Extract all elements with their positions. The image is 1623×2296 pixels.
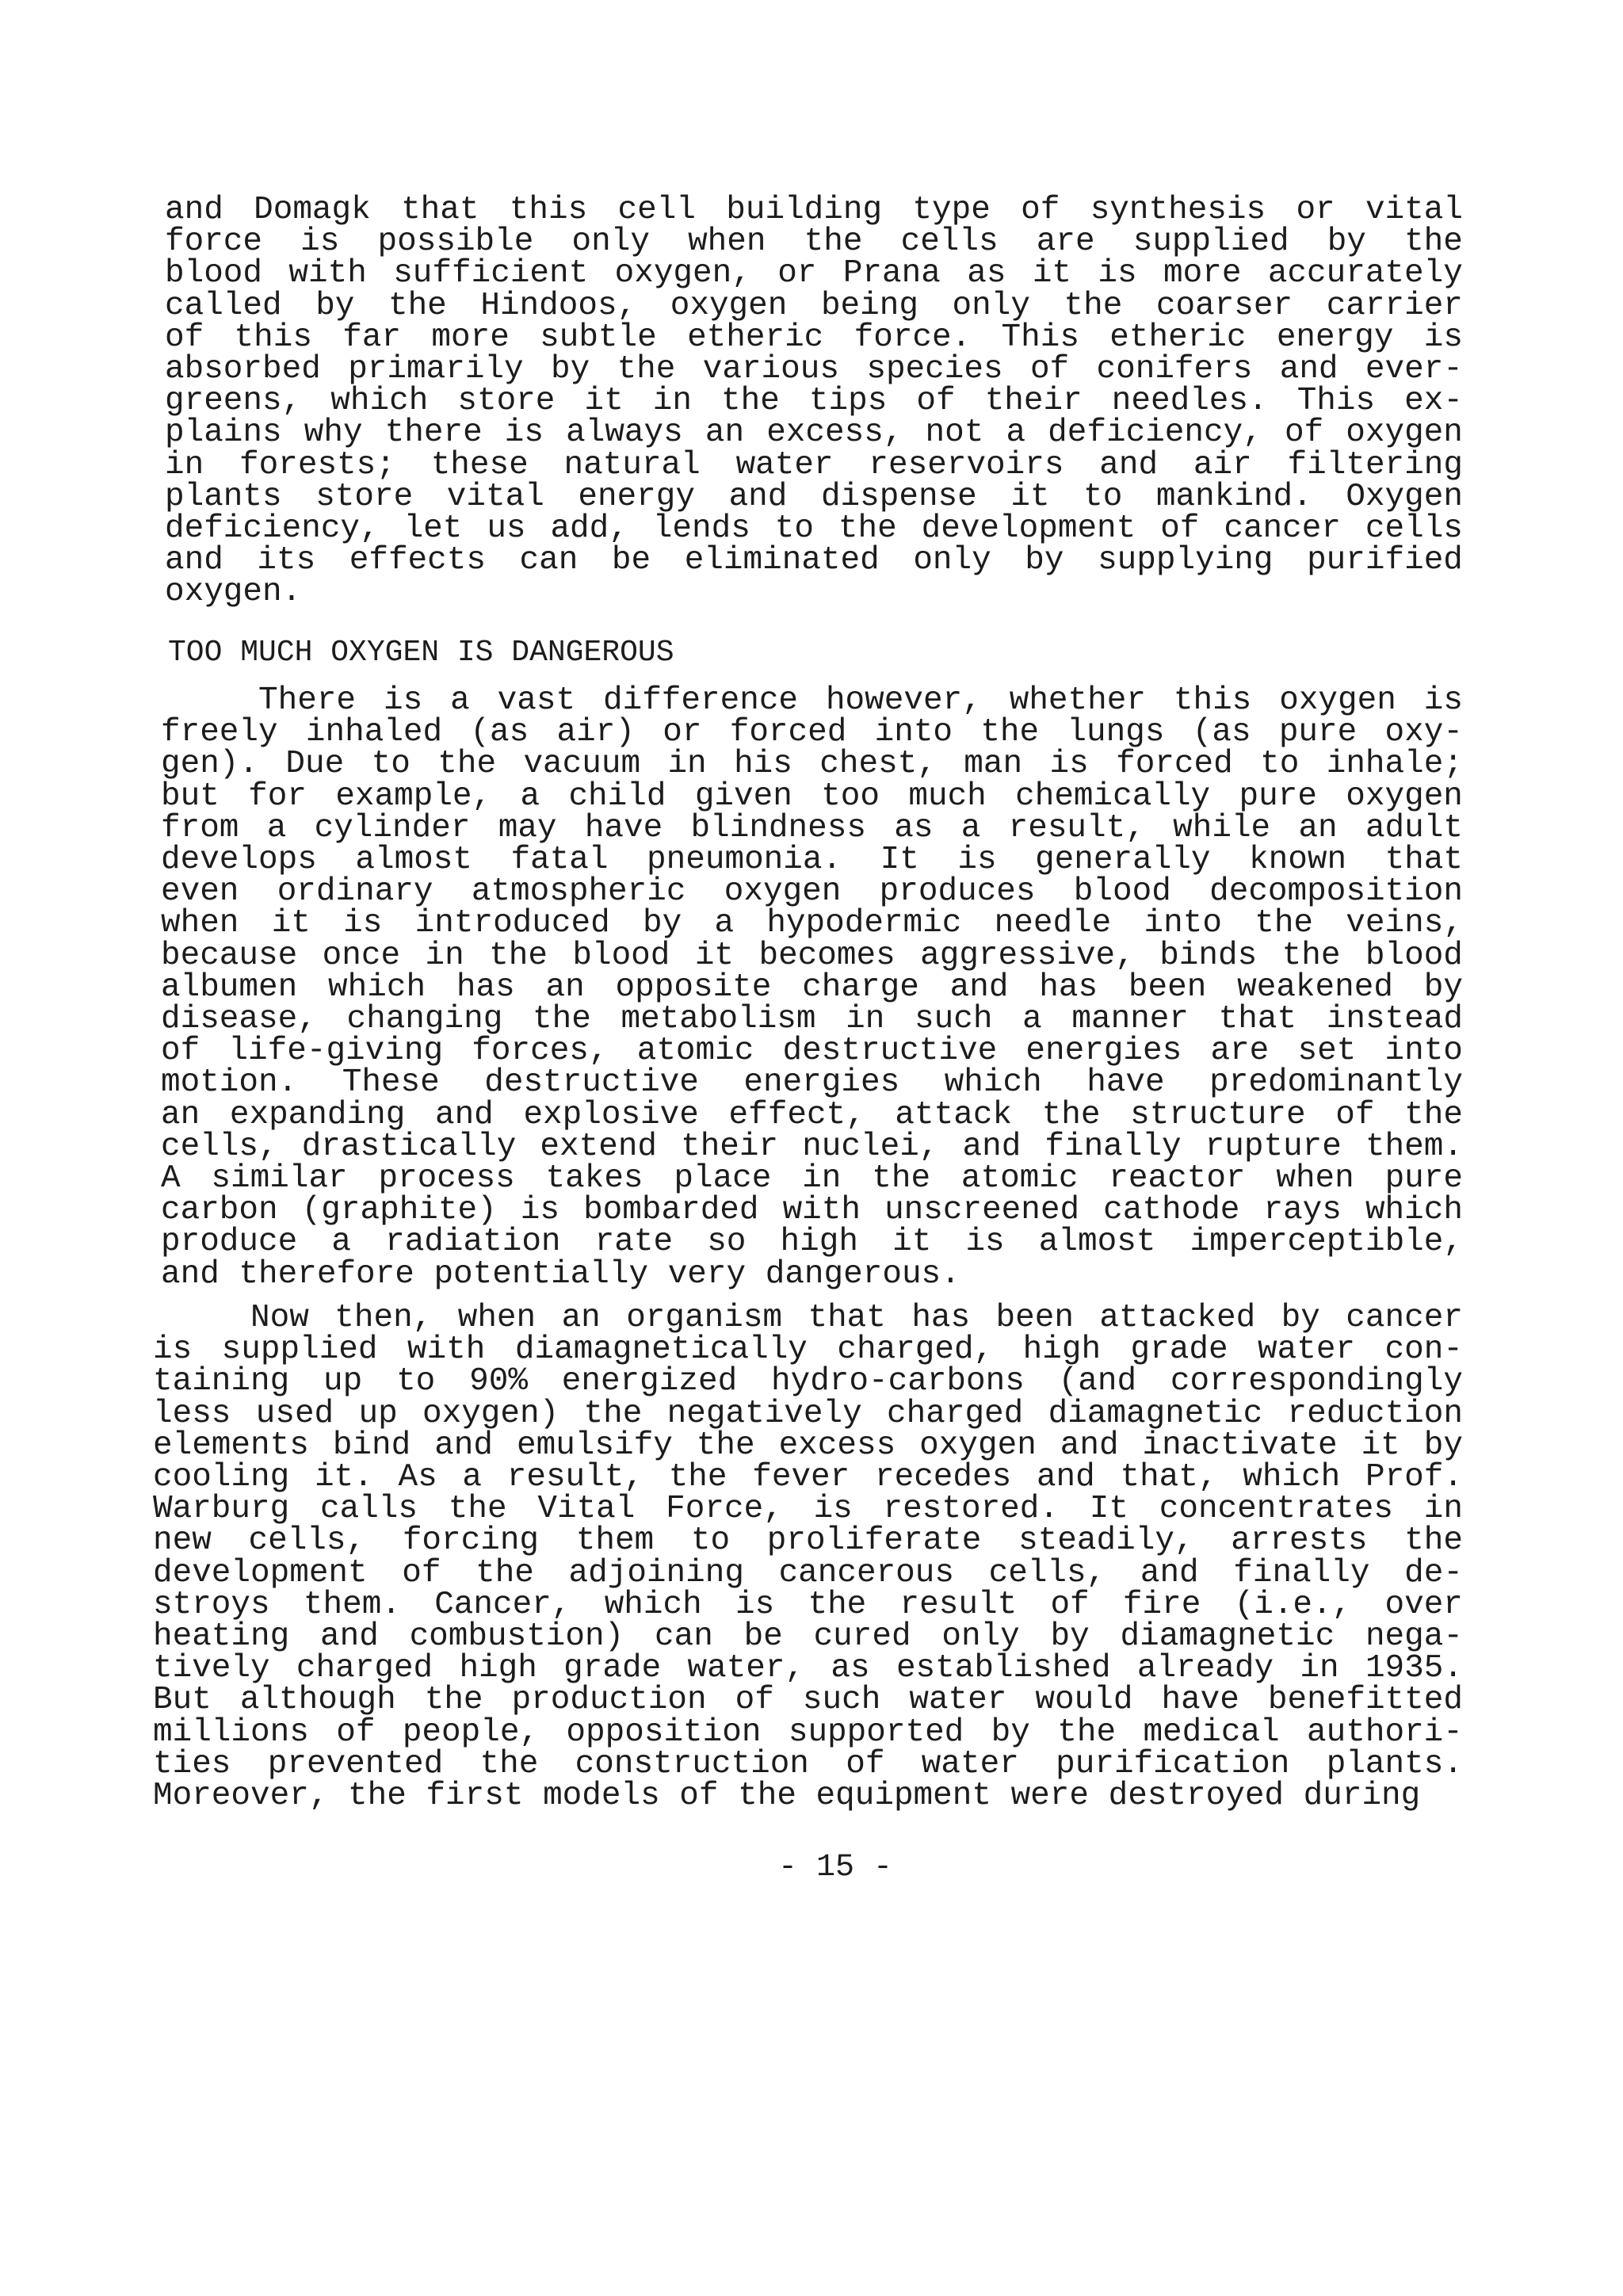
text-line: of life-giving forces, atomic destructive energies are set into (161, 1033, 1463, 1070)
text-line: cooling it. As a result, the fever recedes and that, which Prof. (153, 1459, 1463, 1496)
text-line: and therefore potentially very dangerous. (161, 1255, 960, 1293)
text-line: develops almost fatal pneumonia. It is generally known that (161, 842, 1463, 879)
page-number: - 15 - (777, 1850, 893, 1885)
text-line: Moreover, the first models of the equipment were destroyed during (153, 1778, 1421, 1815)
text-line: oxygen. (165, 574, 302, 611)
text-line: plants store vital energy and dispense it to mankind. Oxygen (165, 478, 1463, 515)
paragraph-2 (161, 682, 1463, 1293)
text-line: taining up to 90% energized hydro-carbons (and correspondingly (153, 1363, 1463, 1400)
text-line: stroys them. Cancer, which is the result of fire (i.e., over (153, 1586, 1463, 1623)
text-line: development of the adjoining cancerous cells, and finally de- (153, 1554, 1463, 1591)
text-line: Warburg calls the Vital Force, is restored. It concentrates in (153, 1491, 1463, 1528)
paragraph-1 (165, 194, 1463, 609)
text-line: deficiency, let us add, lends to the development of cancer cells (165, 510, 1463, 548)
text-line: absorbed primarily by the various species of conifers and ever- (165, 351, 1463, 388)
text-line: disease, changing the metabolism in such a manner that instead (161, 1001, 1463, 1038)
text-line: greens, which store it in the tips of their needles. This ex- (165, 383, 1463, 420)
text-line: but for example, a child given too much chemically pure oxygen (161, 777, 1463, 815)
text-line: force is possible only when the cells are supplied by the (165, 223, 1463, 261)
text-line: and Domagk that this cell building type of synthesis or vital (165, 192, 1463, 228)
text-line: carbon (graphite) is bombarded with unscreened cathode rays which (161, 1192, 1463, 1229)
text-line: new cells, forcing them to proliferate steadily, arrests the (153, 1522, 1463, 1560)
text-line: elements bind and emulsify the excess oxygen and inactivate it by (153, 1427, 1463, 1464)
text-line: motion. These destructive energies which have predominantly (161, 1064, 1463, 1102)
text-line: But although the production of such water would have benefitted (153, 1682, 1463, 1719)
text-line: albumen which has an opposite charge and has been weakened by (161, 968, 1463, 1006)
text-line: ties prevented the construction of water purification plants. (153, 1745, 1463, 1782)
text-line: A similar process takes place in the atomic reactor when pure (161, 1160, 1463, 1198)
text-line: less used up oxygen) the negatively charged diamagnetic reduction (153, 1395, 1463, 1432)
text-line: an expanding and explosive effect, attack the structure of the (161, 1096, 1463, 1133)
text-line: tively charged high grade water, as established already in 1935. (153, 1650, 1463, 1687)
text-line: in forests; these natural water reservoirs and air filtering (165, 446, 1463, 483)
text-line: There is a vast difference however, whether this oxygen is (161, 682, 1463, 719)
text-line: from a cylinder may have blindness as a result, while an adult (161, 809, 1463, 846)
text-line: because once in the blood it becomes aggressive, binds the blood (161, 937, 1463, 974)
text-line: even ordinary atmospheric oxygen produces blood decomposition (161, 873, 1463, 911)
text-line: of this far more subtle etheric force. This etheric energy is (165, 319, 1463, 356)
text-line: freely inhaled (as air) or forced into the lungs (as pure oxy- (161, 714, 1463, 751)
text-line: plains why there is always an excess, not a deficiency, of oxygen (165, 415, 1463, 452)
paragraph-3 (153, 1300, 1463, 1815)
text-line: millions of people, opposition supported by the medical authori- (153, 1713, 1463, 1751)
text-line: produce a radiation rate so high it is almost imperceptible, (161, 1224, 1463, 1261)
text-line: heating and combustion) can be cured only by diamagnetic nega- (153, 1618, 1463, 1656)
text-line: Now then, when an organism that has been attacked by cancer (153, 1300, 1463, 1336)
text-line: called by the Hindoos, oxygen being only the coarser carrier (165, 287, 1463, 324)
text-line: when it is introduced by a hypodermic needle into the veins, (161, 905, 1463, 942)
text-line: is supplied with diamagnetically charged, high grade water con- (153, 1331, 1463, 1369)
text-line: and its effects can be eliminated only by supplying purified (165, 542, 1463, 579)
section-heading: TOO MUCH OXYGEN IS DANGEROUS (168, 636, 674, 670)
text-line: blood with sufficient oxygen, or Prana as it is more accurately (165, 255, 1463, 292)
text-line: gen). Due to the vacuum in his chest, man is forced to inhale; (161, 746, 1463, 783)
text-line: cells, drastically extend their nuclei, and finally rupture them. (161, 1128, 1463, 1165)
